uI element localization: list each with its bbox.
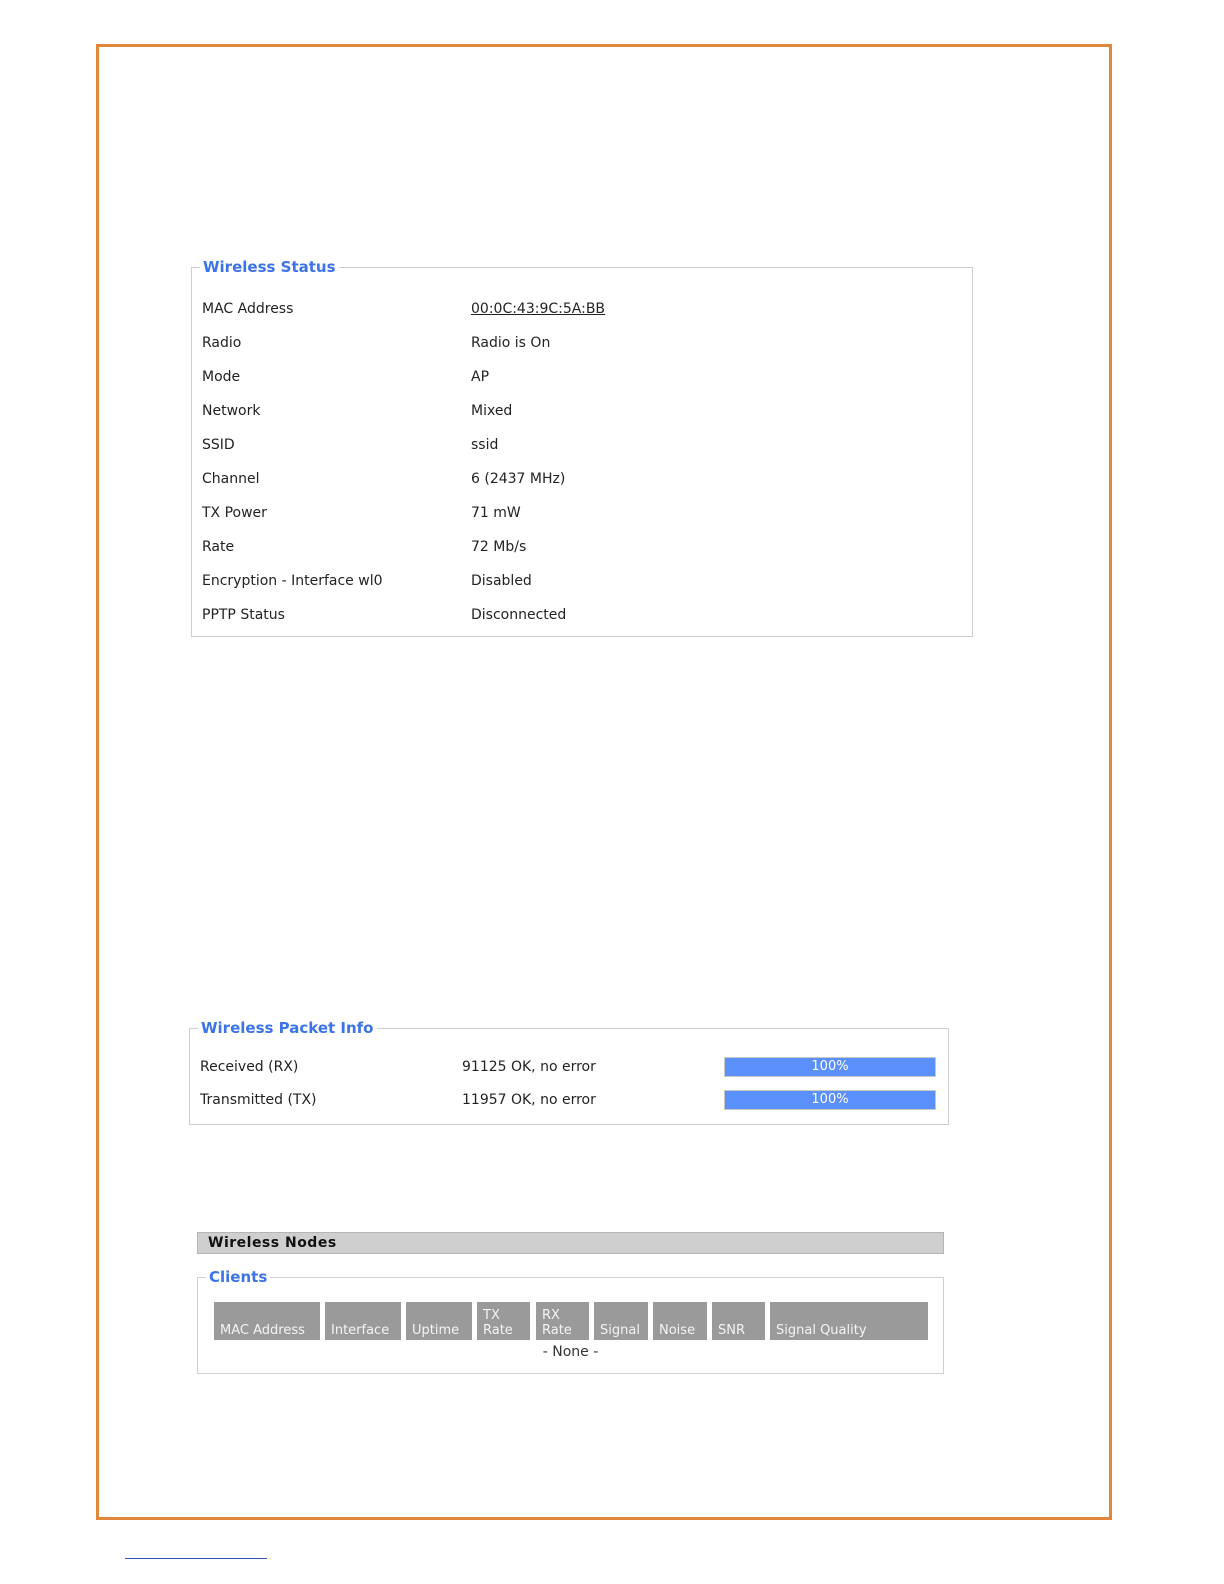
col-rx-rate[interactable] bbox=[536, 1302, 589, 1340]
clients-panel bbox=[197, 1268, 944, 1374]
col-label-top: TX bbox=[483, 1308, 500, 1323]
col-mac-address[interactable] bbox=[214, 1302, 320, 1340]
packet-row-tx bbox=[190, 1088, 948, 1112]
status-value: AP bbox=[471, 369, 490, 385]
tx-progress-fill: 100% bbox=[725, 1091, 935, 1109]
status-row-encryption bbox=[192, 570, 972, 592]
col-label: Uptime bbox=[412, 1323, 460, 1338]
status-label: Encryption - Interface wl0 bbox=[202, 573, 383, 589]
clients-empty-text: - None - bbox=[542, 1344, 599, 1360]
status-value: 72 Mb/s bbox=[471, 539, 527, 555]
col-label: SNR bbox=[718, 1323, 746, 1338]
footer-rule bbox=[125, 1558, 267, 1559]
col-signal[interactable] bbox=[594, 1302, 648, 1340]
status-value: Radio is On bbox=[471, 335, 551, 351]
col-interface[interactable] bbox=[325, 1302, 401, 1340]
col-uptime[interactable] bbox=[406, 1302, 472, 1340]
col-label: Signal bbox=[600, 1323, 640, 1338]
status-label: SSID bbox=[202, 437, 235, 453]
status-row-mac bbox=[192, 298, 972, 320]
col-label: Rate bbox=[483, 1323, 513, 1338]
rx-progress-bar bbox=[724, 1057, 936, 1077]
col-noise[interactable] bbox=[653, 1302, 707, 1340]
status-value: 71 mW bbox=[471, 505, 521, 521]
status-row-channel bbox=[192, 468, 972, 490]
col-snr[interactable] bbox=[712, 1302, 765, 1340]
rx-progress-fill: 100% bbox=[725, 1058, 935, 1076]
tx-progress-bar bbox=[724, 1090, 936, 1110]
col-signal-quality[interactable] bbox=[770, 1302, 928, 1340]
status-value: 6 (2437 MHz) bbox=[471, 471, 566, 487]
status-label: TX Power bbox=[202, 505, 267, 521]
status-value: Disconnected bbox=[471, 607, 567, 623]
status-value: ssid bbox=[471, 437, 499, 453]
packet-value: 91125 OK, no error bbox=[462, 1059, 596, 1075]
status-row-network bbox=[192, 400, 972, 422]
wireless-status-panel bbox=[191, 258, 973, 637]
col-label: Rate bbox=[542, 1323, 572, 1338]
clients-legend: Clients bbox=[209, 1268, 268, 1286]
status-value: Disabled bbox=[471, 573, 532, 589]
packet-info-panel bbox=[189, 1019, 949, 1125]
status-row-mode bbox=[192, 366, 972, 388]
col-label: Noise bbox=[659, 1323, 696, 1338]
col-label: MAC Address bbox=[220, 1323, 305, 1338]
status-row-radio bbox=[192, 332, 972, 354]
status-label: Channel bbox=[202, 471, 260, 487]
status-label: Rate bbox=[202, 539, 235, 555]
status-label: Network bbox=[202, 403, 261, 419]
status-value: Mixed bbox=[471, 403, 513, 419]
status-row-ssid bbox=[192, 434, 972, 456]
mac-address-link[interactable]: 00:0C:43:9C:5A:BB bbox=[471, 301, 606, 317]
packet-row-rx bbox=[190, 1055, 948, 1079]
col-label: Signal Quality bbox=[776, 1323, 867, 1338]
col-label: Interface bbox=[331, 1323, 390, 1338]
wireless-status-legend: Wireless Status bbox=[203, 258, 336, 276]
packet-value: 11957 OK, no error bbox=[462, 1092, 596, 1108]
status-row-pptp bbox=[192, 604, 972, 626]
packet-label: Transmitted (TX) bbox=[200, 1092, 317, 1108]
status-row-tx-power bbox=[192, 502, 972, 524]
col-tx-rate[interactable] bbox=[477, 1302, 530, 1340]
col-label-top: RX bbox=[542, 1308, 560, 1323]
status-label: MAC Address bbox=[202, 301, 294, 317]
wireless-nodes-header: Wireless Nodes bbox=[197, 1232, 944, 1254]
status-label: PPTP Status bbox=[202, 607, 285, 623]
status-label: Radio bbox=[202, 335, 242, 351]
packet-info-legend: Wireless Packet Info bbox=[201, 1019, 374, 1037]
packet-label: Received (RX) bbox=[200, 1059, 299, 1075]
status-label: Mode bbox=[202, 369, 241, 385]
status-row-rate bbox=[192, 536, 972, 558]
